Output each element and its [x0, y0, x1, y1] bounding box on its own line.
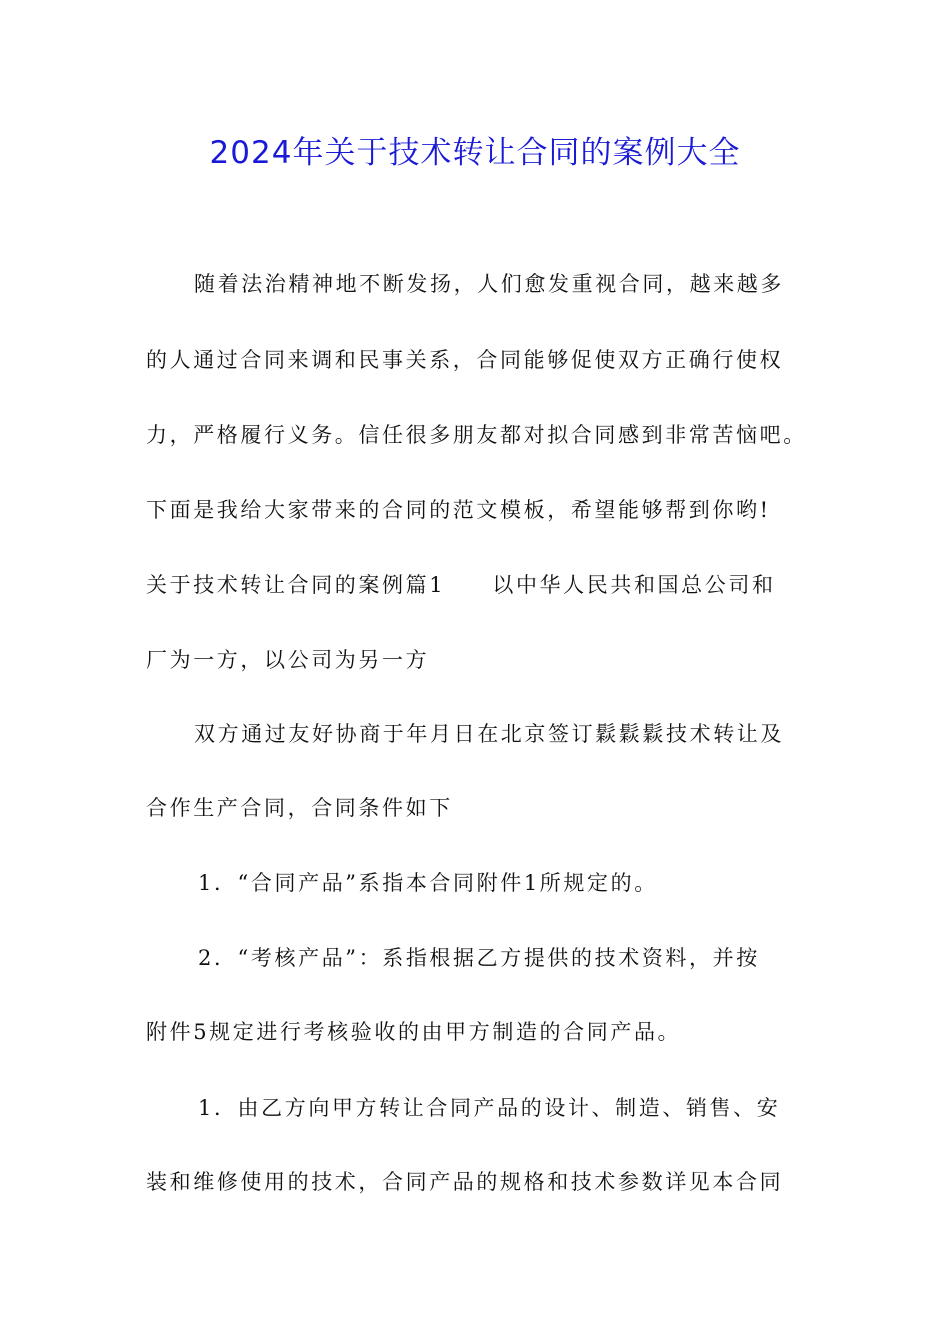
body-line: 关于技术转让合同的案例篇1 以中华人民共和国总公司和: [146, 573, 776, 597]
body-line: 力，严格履行义务。信任很多朋友都对拟合同感到非常苦恼吧。: [146, 423, 807, 447]
body-line: 双方通过友好协商于年月日在北京签订鬏鬏鬏技术转让及: [194, 722, 784, 746]
body-line: 厂为一方，以公司为另一方: [146, 648, 430, 672]
body-line: 1．由乙方向甲方转让合同产品的设计、制造、销售、安: [198, 1096, 781, 1120]
body-line: 装和维修使用的技术，合同产品的规格和技术参数详见本合同: [146, 1170, 784, 1194]
document-title: 2024年关于技术转让合同的案例大全: [209, 135, 741, 171]
body-line: 2．“考核产品”：系指根据乙方提供的技术资料，并按: [198, 946, 760, 970]
body-line: 随着法治精神地不断发扬，人们愈发重视合同，越来越多: [194, 272, 784, 296]
body-line: 的人通过合同来调和民事关系，合同能够促使双方正确行使权: [146, 348, 784, 372]
body-line: 合作生产合同，合同条件如下: [146, 796, 453, 820]
body-line: 下面是我给大家带来的合同的范文模板，希望能够帮到你哟!: [146, 498, 771, 522]
body-line: 1．“合同产品”系指本合同附件1所规定的。: [198, 871, 658, 895]
body-line: 附件5规定进行考核验收的由甲方制造的合同产品。: [146, 1020, 682, 1044]
